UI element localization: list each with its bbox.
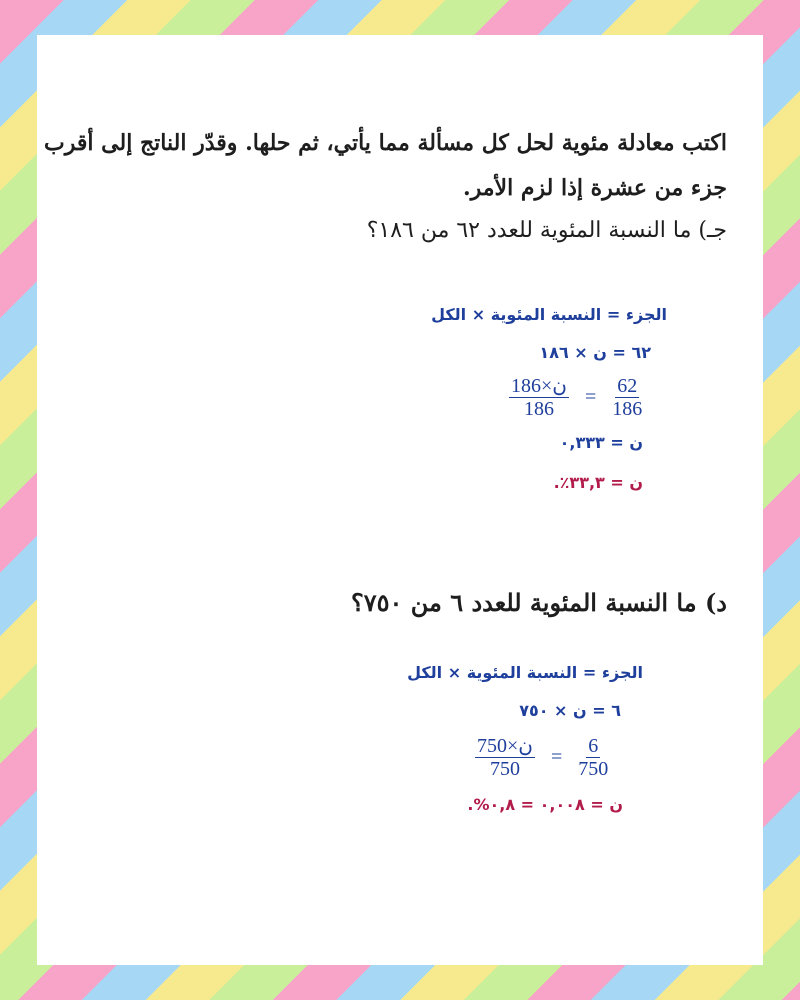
equation-c: ٦٢ = ن × ١٨٦ [539,343,651,362]
result-d: ن = ٠,٠٠٨ = ٠,٨%. [467,795,623,814]
fraction-denominator: 750 [578,758,609,780]
formula-c: الجزء = النسبة المئوية × الكل [431,305,667,324]
fraction-right-c [509,375,569,420]
fraction-numerator: 6 [588,735,599,757]
fraction-denominator: 750 [489,758,520,780]
fraction-equation-d [475,735,608,780]
fraction-left-d [578,735,608,780]
fraction-equation-c [509,375,642,420]
fraction-numerator: 750×ن [477,735,533,757]
fraction-numerator: 62 [617,375,638,397]
result-c: ن = ٣٣,٣٪. [553,473,643,492]
fraction-denominator: 186 [612,398,643,420]
instructions-line-1: اكتب معادلة مئوية لحل كل مسألة مما يأتي، ثم حلها. وقدّر الناتج إلى أقرب [44,130,727,156]
fraction-denominator: 186 [523,398,554,420]
fraction-right-d [475,735,535,780]
formula-d: الجزء = النسبة المئوية × الكل [407,663,643,682]
equation-d: ٦ = ن × ٧٥٠ [519,701,621,720]
equals-sign: = [550,746,563,768]
question-d: د) ما النسبة المئوية للعدد ٦ من ٧٥٠؟ [350,588,727,617]
equals-sign: = [584,386,597,408]
question-c: جـ) ما النسبة المئوية للعدد ٦٢ من ١٨٦؟ [366,218,727,243]
worksheet-card [37,35,763,965]
fraction-left-c [612,375,642,420]
instructions-line-2: جزء من عشرة إذا لزم الأمر. [462,175,727,201]
fraction-numerator: 186×ن [511,375,567,397]
decimal-c: ن = ٠,٣٣٣ [559,433,643,452]
